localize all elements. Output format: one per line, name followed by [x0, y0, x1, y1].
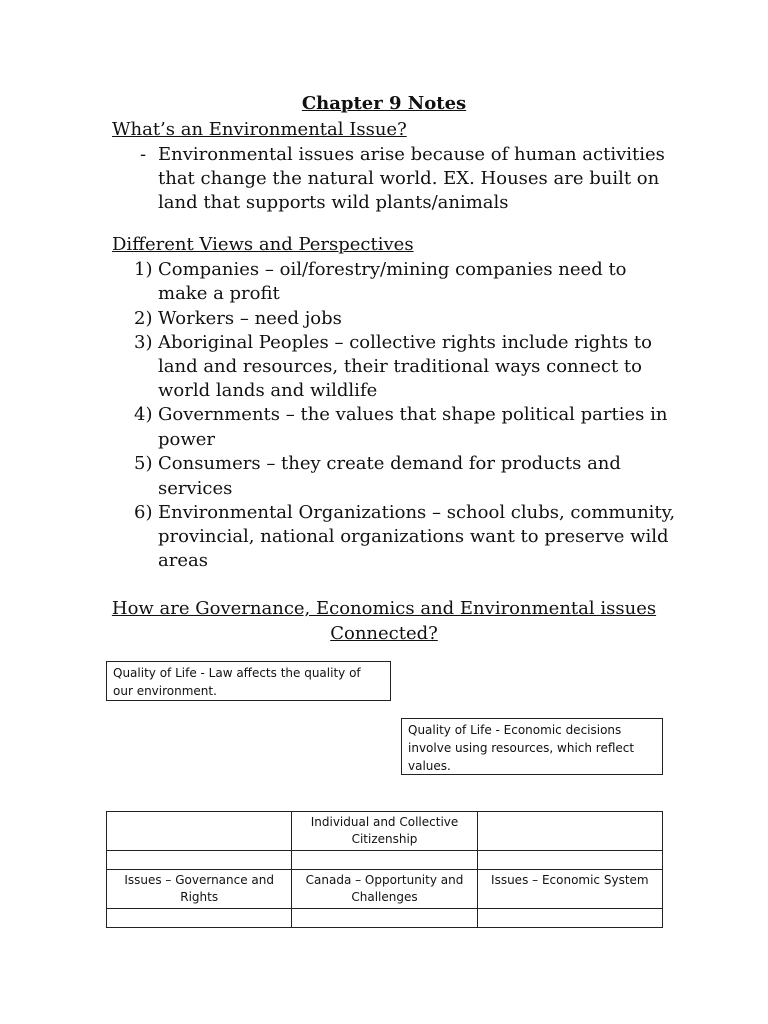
table-cell [477, 909, 662, 928]
bullet-line: that change the natural world. EX. Houses are built on [158, 168, 660, 189]
list-number: 4) [134, 404, 153, 425]
table-cell [477, 812, 662, 851]
list-item-line: Companies – oil/forestry/mining companies need to [158, 259, 627, 280]
list-number: 5) [134, 453, 153, 474]
section-heading-views: Different Views and Perspectives [112, 234, 414, 255]
list-item-line: Workers – need jobs [158, 308, 342, 329]
table-cell: Issues – Governance and Rights [107, 870, 292, 909]
list-item-line: world lands and wildlife [158, 380, 378, 401]
list-number: 6) [134, 502, 153, 523]
section-heading-connected-2: Connected? [330, 623, 438, 644]
list-item-line: land and resources, their traditional ways connect to [158, 356, 643, 377]
list-item-line: Environmental Organizations – school clubs, community, [158, 502, 676, 523]
table-row [107, 812, 663, 851]
bullet-line: land that supports wild plants/animals [158, 192, 509, 213]
list-item-line: power [158, 429, 216, 450]
table-cell [292, 851, 477, 870]
law-quality-box: Quality of Life - Law affects the quality of our environment. [106, 661, 391, 701]
table-cell: Canada – Opportunity and Challenges [292, 870, 477, 909]
list-number: 3) [134, 332, 153, 353]
list-item-line: make a profit [158, 283, 280, 304]
table-cell [107, 851, 292, 870]
table-row [107, 909, 663, 928]
table-cell [107, 909, 292, 928]
table-cell: Individual and Collective Citizenship [292, 812, 477, 851]
table-cell: Issues – Economic System [477, 870, 662, 909]
bullet-marker: - [140, 144, 147, 165]
table-row [107, 851, 663, 870]
table-cell [477, 851, 662, 870]
list-number: 2) [134, 308, 153, 329]
list-number: 1) [134, 259, 153, 280]
bullet-line: Environmental issues arise because of human activities [158, 144, 665, 165]
economic-quality-box: Quality of Life - Economic decisions involve using resources, which reflect values. [401, 718, 663, 775]
section-heading-environmental-issue: What’s an Environmental Issue? [112, 119, 407, 140]
table-row [107, 870, 663, 909]
list-item-line: provincial, national organizations want to preserve wild [158, 526, 669, 547]
list-item-line: Aboriginal Peoples – collective rights include rights to [158, 332, 652, 353]
page-title: Chapter 9 Notes [301, 93, 467, 114]
section-heading-connected: How are Governance, Economics and Environmental issues [111, 598, 657, 619]
list-item-line: areas [158, 550, 208, 571]
list-item-line: services [158, 478, 233, 499]
list-item-line: Consumers – they create demand for products and [158, 453, 621, 474]
list-item-line: Governments – the values that shape political parties in [158, 404, 668, 425]
table-cell [107, 812, 292, 851]
citizenship-table [106, 811, 663, 928]
table-cell [292, 909, 477, 928]
